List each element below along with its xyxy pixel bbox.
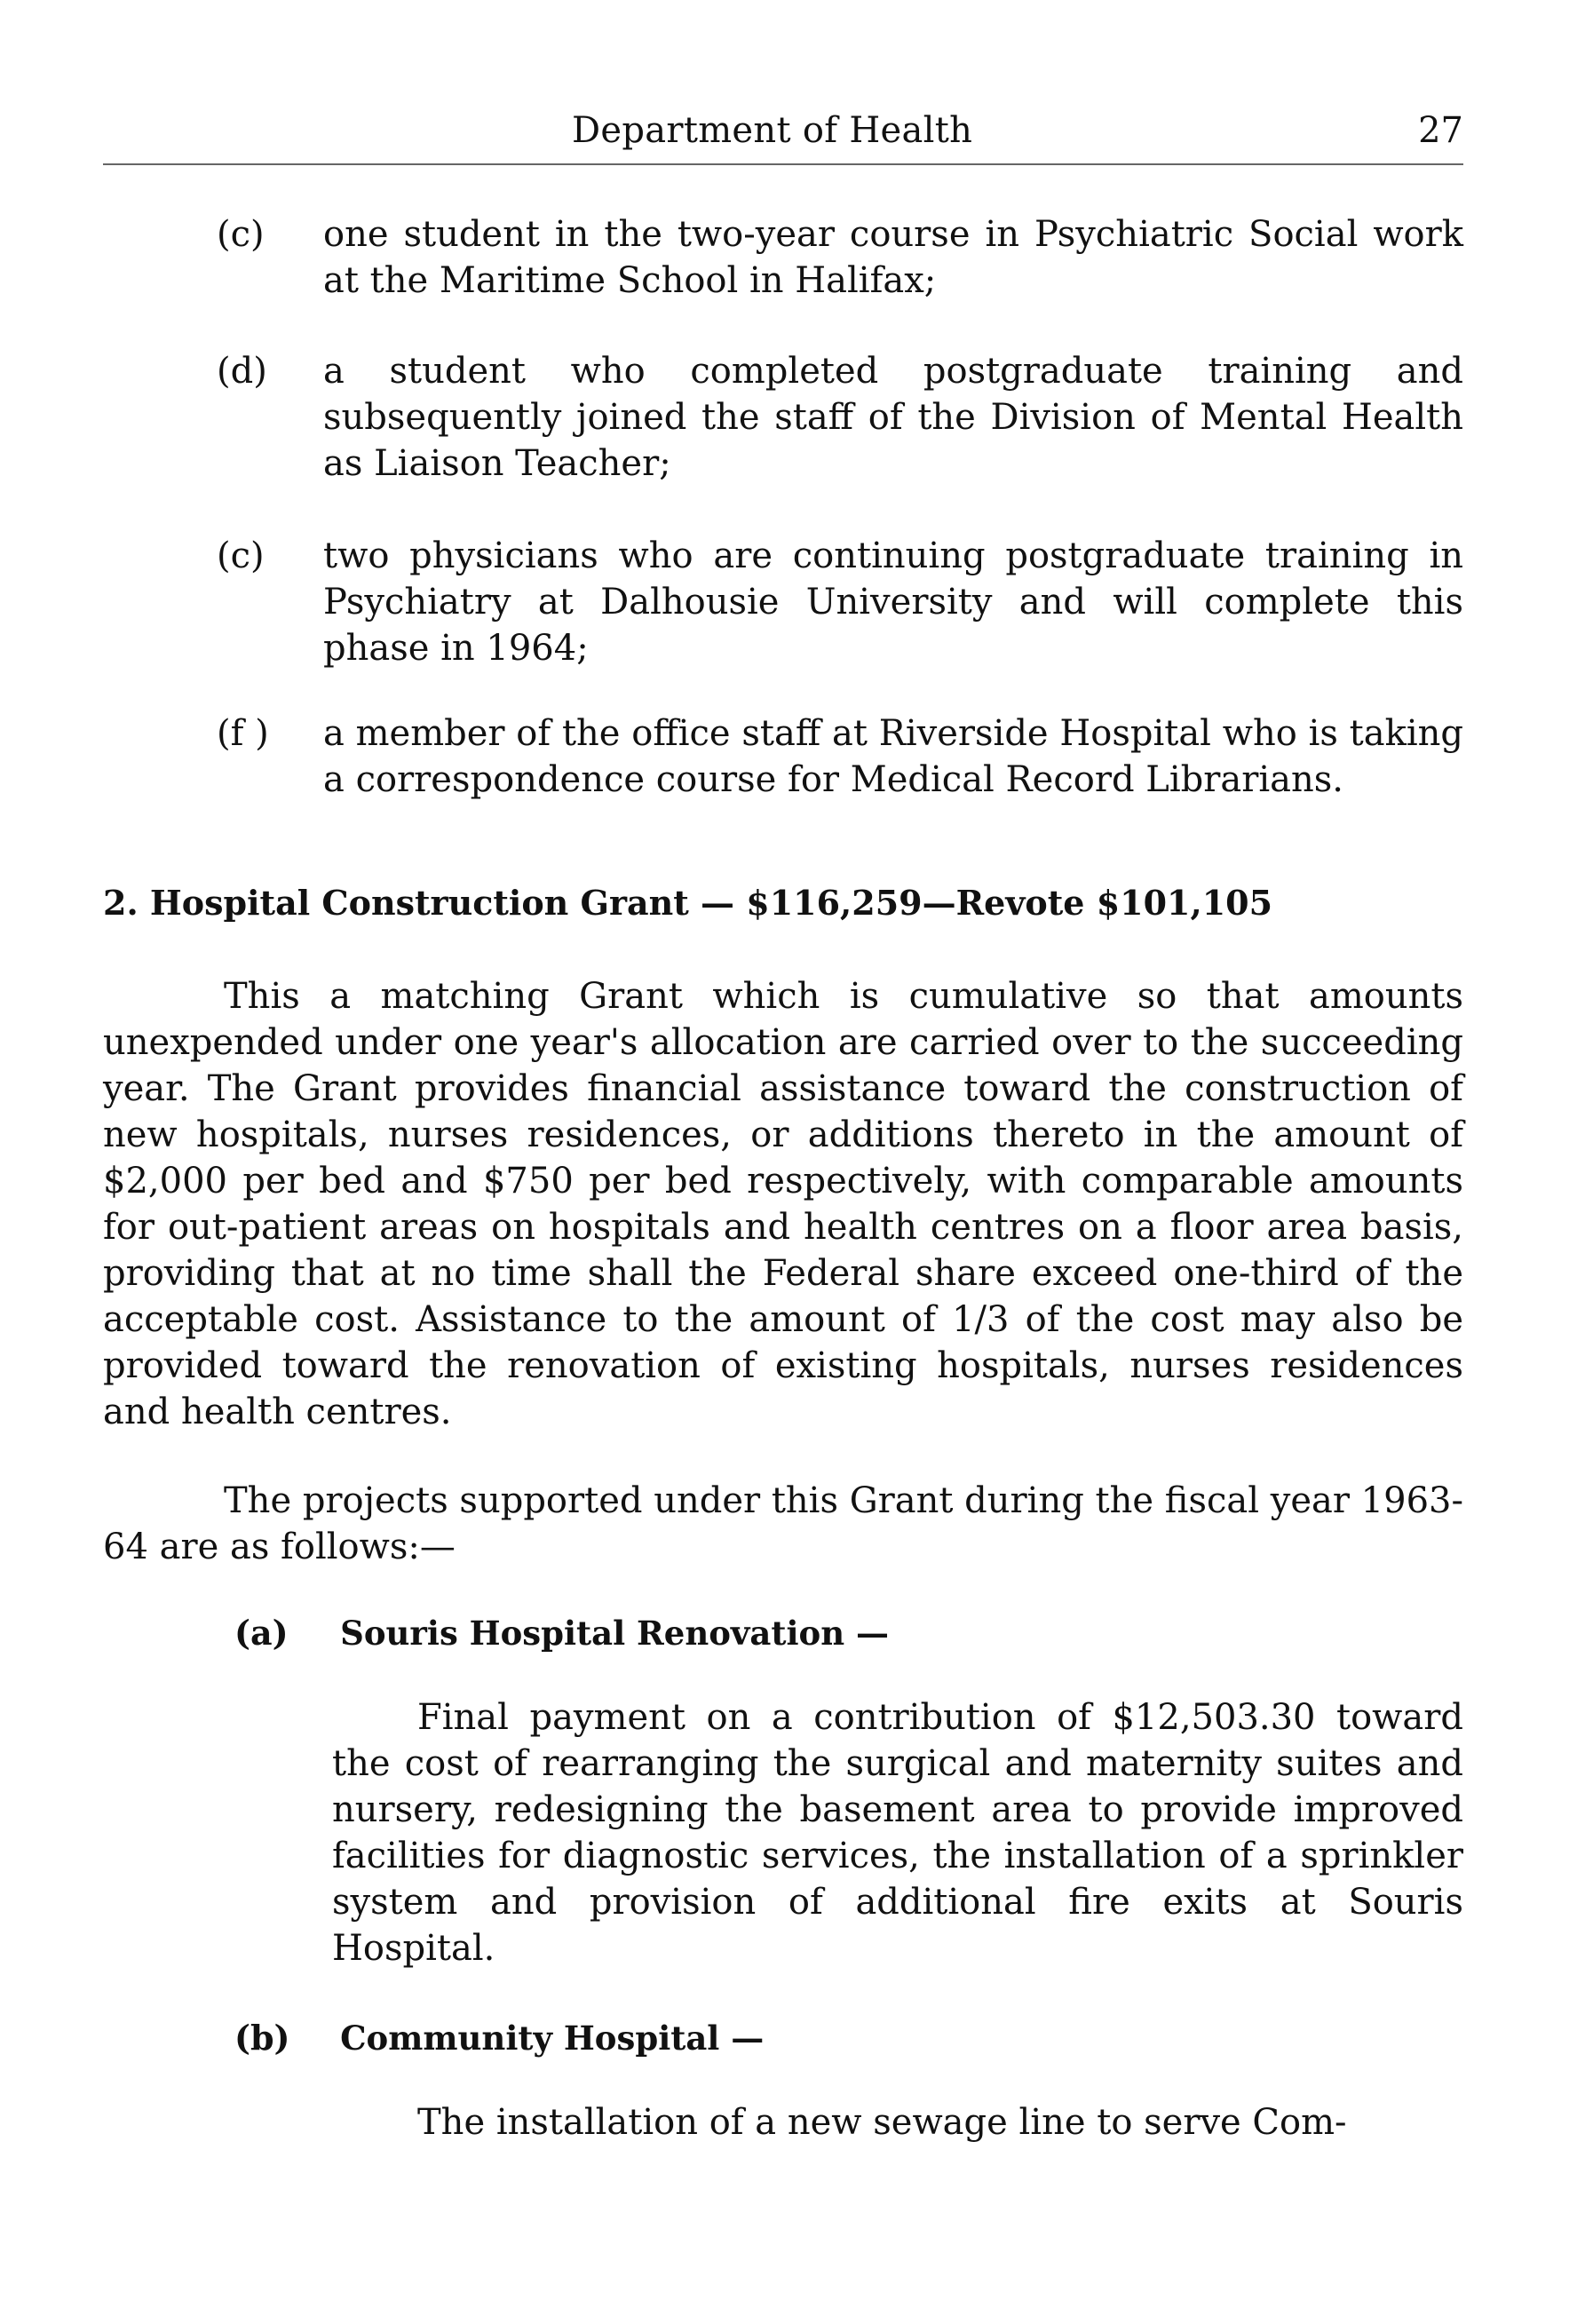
list-item-text: a member of the office staff at Riverside Hospital who is taking a correspondence course for Medical Record Librarians. (323, 713, 1463, 800)
list-item (217, 533, 1463, 671)
list-item-text: a student who completed postgraduate training and subsequently joined the staff of the Division of Mental Health as Liaison Teacher; (323, 351, 1463, 484)
project-title: Community Hospital — (340, 2019, 765, 2058)
section-heading: 2. Hospital Construction Grant — $116,259—Revote $101,105 (103, 883, 1273, 923)
list-item (217, 710, 1463, 803)
project-title: Souris Hospital Renovation — (340, 1614, 890, 1653)
body-paragraph: The projects supported under this Grant during the fiscal year 1963-64 are as follows:— (103, 1480, 1463, 1567)
list-item-marker: (f ) (217, 713, 269, 754)
body-paragraph: This a matching Grant which is cumulative so that amounts unexpended under one year's allocation are carried over to the succeeding year. The Grant provides financial assistance toward the construction of new hospitals, nurses residences, or additions thereto in the amount of $2,000 per bed and $750 per bed respectively, with comparable amounts for out-patient areas on hospitals and health centres on a floor area basis, providing that at no time shall the Federal share exceed one-third of the acceptable cost. Assistance to the amount of 1/3 of the cost may also be provided toward the renovation of existing hospitals, nurses residences and health centres. (103, 976, 1463, 1432)
list-item-marker: (c) (217, 535, 265, 576)
list-item-text: one student in the two-year course in Psychiatric Social work at the Maritime School in Halifax; (323, 214, 1463, 301)
list-item (217, 211, 1463, 304)
page-number: 27 (1418, 110, 1463, 151)
project-heading (234, 2014, 1463, 2062)
running-header (103, 105, 1463, 165)
project-description: Final payment on a contribution of $12,503.30 toward the cost of rearranging the surgical and maternity suites and nursery, redesigning the basement area to provide improved facilities for diagnostic services, the installation of a sprinkler system and provision of additional fire exits at Souris Hospital. (332, 1697, 1463, 1969)
header-title: Department of Health (572, 110, 973, 151)
list-item-marker: (c) (217, 214, 265, 255)
project-heading (234, 1609, 1463, 1657)
list-item (217, 348, 1463, 487)
project-marker: (a) (234, 1613, 289, 1653)
list-item-marker: (d) (217, 351, 267, 392)
project-marker: (b) (234, 2018, 290, 2058)
project-description: The installation of a new sewage line to serve Com- (417, 2102, 1347, 2143)
list-item-text: two physicians who are continuing postgraduate training in Psychiatry at Dalhousie University and will complete this phase in 1964; (323, 535, 1463, 669)
